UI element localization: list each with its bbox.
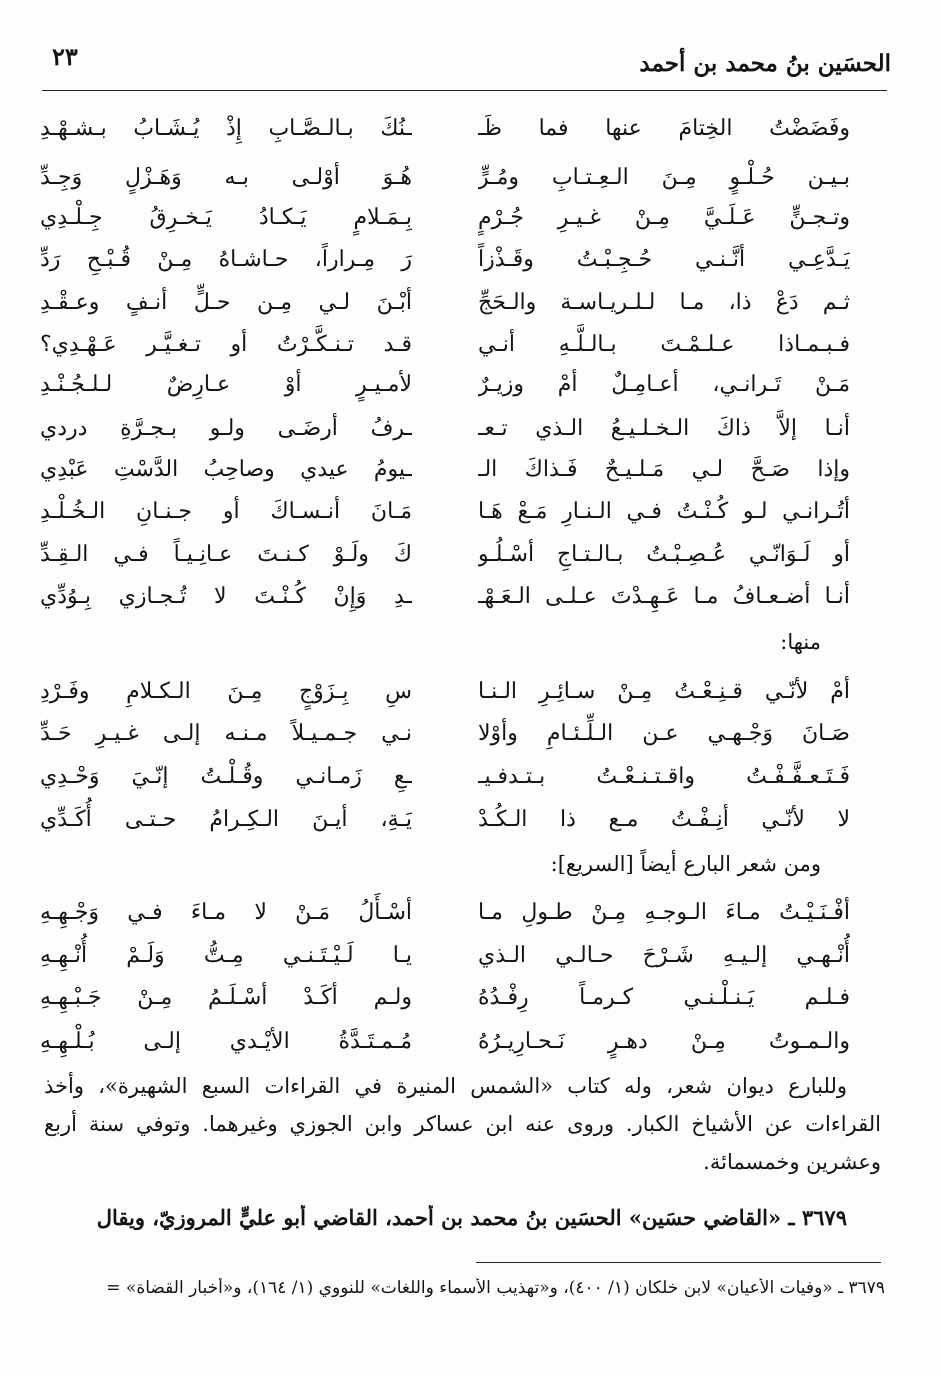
verse-second-hemistich: ـيومُ عيدي وصاحِبُ الدَّسْتِ عَبْدِي: [40, 457, 412, 482]
verse: [40, 1017, 850, 1067]
verse-first-hemistich: أنـا أضـعـافُ مـا عَـهِـدْتَ عـلـى الـعَـهْـ: [478, 584, 850, 609]
footnote: ٣٦٧٩ ـ «وفيات الأعيان» لابن خلكان (١/ ٤٠٠)، و«تهذيب الأسماء واللغات» للنووي (١/ ١٦٤)، و«أخبار القضاة» =: [106, 1278, 885, 1298]
meter-label: ومن شعر البارع أيضاً [السريع]:: [550, 852, 821, 876]
verse-second-hemistich: بِـمَـلامٍ يَـكـادُ يَـخـرِقُ جِـلْـدِي: [40, 205, 412, 230]
verse-second-hemistich: يـا لَـيْـتَـنـي مِـتُّ وَلَـمْ أُنْـهِـهِ: [40, 943, 412, 968]
verse-second-hemistich: ـرفُ أرضَـى ولـو بـجـرَّةِ دردي: [40, 416, 412, 441]
verse-second-hemistich: قـد تـنـكَّـرْتُ أو تـغـيَّـر عَـهْـدِي؟: [40, 332, 412, 357]
verse-second-hemistich: لأمـيـرٍ أوْ عـارِضٌ لـلـجُـنْـدِ: [40, 372, 412, 397]
verse-first-hemistich: صَـانَ وَجْـهـي عـن الـلِّـئـامِ وأوْلا: [478, 721, 850, 746]
verse-second-hemistich: سِ بِـزَوْجٍ مِـنَ الـكـلامِ وفَـرْدِ: [40, 679, 412, 704]
verse: [40, 795, 850, 845]
verse: [40, 572, 850, 622]
verse-first-hemistich: أُنْـهـي إلـيـهِ شَـرْحَ حـالـي الـذي: [478, 943, 850, 968]
prose-line: وللبارع ديوان شعر، وله كتاب «الشمس المنيرة في القراءات السبع الشهيرة»، وأخذ: [44, 1074, 847, 1098]
verse-second-hemistich: يَـةِ، أيـنَ الـكِـرامُ حـتـى أُكَـدِّي: [40, 807, 412, 832]
verse-first-hemistich: فـبـمـاذا عـلـمْـتَ بـالـلَّـهِ أنـي: [478, 332, 850, 357]
verse-first-hemistich: وفَضَضْتُ الخِتامَ عنها فما ظَـ: [478, 116, 850, 141]
verse-second-hemistich: ولـم أكَـدْ أسْـلَـمُ مِـنْ جَـبْـهِـهِ: [40, 985, 412, 1010]
verse-first-hemistich: فَـتَـعـفَّـفْـتُ واقـتـنـعْـتُ بـتـدفـيـ: [478, 764, 850, 789]
footnote-divider: [476, 1262, 881, 1263]
prose-paragraph: [44, 1067, 881, 1181]
verse: [40, 360, 850, 410]
verse-first-hemistich: أو لَـوَانّـي عُـصِـبْـتُ بـالـتـاجِ أسْـلُـو: [478, 542, 850, 567]
verse-first-hemistich: يَـدَّعِـي أنَّـنـي حُـجِـبْـتُ وقَـذْزاً: [478, 247, 850, 272]
verse-second-hemistich: هُـوَ أوْلـى بـه وَهَـزْلٍ وَجِـدِّ: [40, 165, 412, 190]
running-header-title: الحسَين بنُ محمد بن أحمد: [639, 50, 891, 77]
prose-line: وعشرين وخمسمائة.: [703, 1150, 881, 1174]
verse-second-hemistich: رَ مِـراراً، حـاشـاهُ مِـنْ قُـبْـحِ رَدِّ: [40, 247, 412, 272]
section-label: منها:: [780, 630, 821, 654]
verse-second-hemistich: ـنُكَ بـالـصَّـابِ إِذْ يُـشَـابُ بـشـهْـدِ: [40, 116, 412, 141]
header-divider: [42, 90, 887, 91]
verse-second-hemistich: ـدِ وَإِنْ كُـنْـتَ لا تُـجـازي بِـوُدِّي: [40, 584, 412, 609]
verse-first-hemistich: لا لأنّـي أنِـفْـتُ مـع ذا الـكُـدْ: [478, 807, 850, 832]
verse-first-hemistich: وتـجـنٍّ عَـلَـيَّ مِـنْ غـيـرِ جُـرْمٍ: [478, 205, 850, 230]
entry-heading: ٣٦٧٩ ـ «القاضي حسَين» الحسَين بنُ محمد بن أحمد، القاضي أبو عليٍّ المروزيّ، ويقال: [96, 1205, 847, 1230]
verse-first-hemistich: والـمـوتُ مِـنْ دهـرٍ نَـحـارِيـرُهُ: [478, 1029, 850, 1054]
verse-first-hemistich: أتُـرانـي لـو كُـنْـتُ فـي الـنـارِ مَـعْ هَـا: [478, 499, 850, 524]
verse-first-hemistich: أفْـنَـيْـتُ مـاءَ الـوجـهِ مِـنْ طـولِ مـا: [478, 900, 850, 925]
verse-first-hemistich: مَـنْ تَـرانـي، أعـامِـلٌ أمْ وزيـرٌ: [478, 372, 850, 397]
verse: [40, 104, 850, 154]
verse-first-hemistich: فـلـم يَـنـلْـنـي كـرمـاً رِفْـدُهُ: [478, 985, 850, 1010]
verse-first-hemistich: وإذا صَـحَّ لـي مَـلـيـحٌ فَـذاكَ الـ: [478, 457, 850, 482]
verse-second-hemistich: نـي جـمـيـلاً مـنـه إلـى غـيـرِ حَـدِّ: [40, 721, 412, 746]
verse-second-hemistich: مَـانَ أنـسـاكَ أو جـنـانِ الـخُـلْـدِ: [40, 499, 412, 524]
verse-second-hemistich: أبْـنَ لـي مِـن حـلٍّ أنـفٍ وعـقْـدِ: [40, 290, 412, 315]
page-number: ٢٣: [52, 42, 78, 71]
verse: [40, 973, 850, 1023]
verse-first-hemistich: أمْ لأنّـي قـنِـعْـتُ مِـنْ سـائِـرِ الـنـا: [478, 679, 850, 704]
verse-first-hemistich: أنـا إلاَّ ذاكَ الـخـلـيـعُ الـذي تـعـ: [478, 416, 850, 441]
verse-second-hemistich: كَ ولَـوْ كـنـتَ عـانِـيـاً فـي الـقِـدِّ: [40, 542, 412, 567]
verse-second-hemistich: ـعِ زَمـانـي وقُـلْـتُ إنّـيَ وَحْـدِي: [40, 764, 412, 789]
verse-first-hemistich: ثـم دَعْ ذا، مـا لـلـريـاسـة والـحَجِّ: [478, 290, 850, 315]
verse-second-hemistich: مُـمـتَـدَّةُ الأيْـدي إلـى بُـلْـهِـهِ: [40, 1029, 412, 1054]
verse-second-hemistich: أسْـأَلُ مَـنْ لا مـاءَ فـي وَجْـهِـهِ: [40, 900, 412, 925]
verse-first-hemistich: بـيـن حُـلْـوٍ مِـنَ الـعِـتـابِ ومُـرٍّ: [478, 165, 850, 190]
prose-line: القراءات عن الأشياخ الكبار. وروى عنه ابن عساكر وابن الجوزي وغيرهما. وتوفي سنة أربع: [44, 1112, 881, 1136]
